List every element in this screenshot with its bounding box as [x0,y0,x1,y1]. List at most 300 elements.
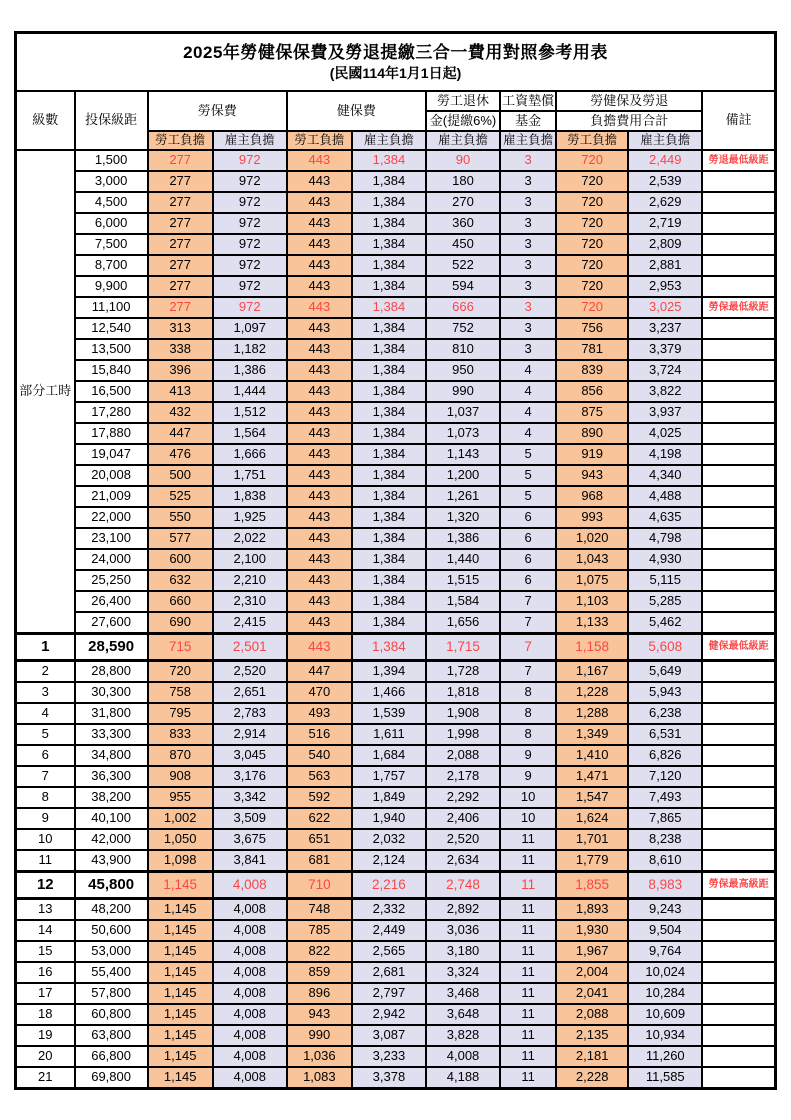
cell-labor-employee: 1,145 [148,1067,213,1089]
cell-pension-employer: 90 [426,150,500,171]
cell-total-employer: 5,649 [628,661,702,683]
cell-health-employer: 1,384 [352,465,426,486]
cell-health-employee: 785 [287,920,352,941]
cell-labor-employer: 3,342 [213,787,287,808]
cell-labor-employer: 972 [213,192,287,213]
cell-labor-employer: 1,666 [213,444,287,465]
cell-health-employee: 443 [287,339,352,360]
remark-cell [702,444,775,465]
cell-pension-employer: 2,520 [426,829,500,850]
cell-pension-employer: 990 [426,381,500,402]
cell-health-employer: 2,797 [352,983,426,1004]
cell-total-employee: 1,288 [556,703,628,724]
cell-health-employer: 1,384 [352,297,426,318]
cell-total-employer: 5,115 [628,570,702,591]
cell-labor-employee: 955 [148,787,213,808]
level-cell: 19 [16,1025,75,1046]
table-row [16,150,776,171]
cell-health-employer: 1,384 [352,444,426,465]
cell-total-employer: 4,025 [628,423,702,444]
level-cell: 2 [16,661,75,683]
header-health-insurance: 健保費 [287,91,426,131]
premium-reference-table [14,31,777,1090]
cell-health-employer: 1,384 [352,507,426,528]
salary-bracket-cell: 69,800 [75,1067,148,1089]
cell-health-employee: 990 [287,1025,352,1046]
cell-total-employer: 10,609 [628,1004,702,1025]
cell-labor-employer: 1,512 [213,402,287,423]
cell-labor-employee: 313 [148,318,213,339]
level-cell: 6 [16,745,75,766]
cell-labor-employer: 972 [213,276,287,297]
cell-health-employee: 443 [287,171,352,192]
cell-health-employee: 443 [287,634,352,661]
cell-labor-employee: 277 [148,213,213,234]
cell-total-employer: 2,881 [628,255,702,276]
table-row [16,682,776,703]
cell-health-employee: 443 [287,465,352,486]
salary-bracket-cell: 4,500 [75,192,148,213]
cell-labor-employee: 525 [148,486,213,507]
cell-total-employee: 720 [556,234,628,255]
cell-pension-employer: 2,292 [426,787,500,808]
remark-cell [702,276,775,297]
level-cell: 10 [16,829,75,850]
level-cell: 12 [16,872,75,899]
table-row [16,507,776,528]
cell-total-employer: 7,865 [628,808,702,829]
cell-health-employee: 443 [287,507,352,528]
cell-total-employer: 3,724 [628,360,702,381]
cell-labor-employee: 715 [148,634,213,661]
cell-wagefund-employer: 7 [500,634,556,661]
cell-health-employer: 1,384 [352,486,426,507]
cell-labor-employee: 447 [148,423,213,444]
cell-health-employee: 443 [287,486,352,507]
level-cell: 15 [16,941,75,962]
cell-pension-employer: 1,998 [426,724,500,745]
table-row [16,528,776,549]
cell-total-employee: 1,547 [556,787,628,808]
cell-labor-employee: 1,145 [148,899,213,921]
cell-pension-employer: 752 [426,318,500,339]
cell-labor-employee: 632 [148,570,213,591]
cell-health-employee: 943 [287,1004,352,1025]
table-row [16,423,776,444]
remark-cell [702,192,775,213]
cell-total-employee: 781 [556,339,628,360]
cell-pension-employer: 1,261 [426,486,500,507]
remark-cell [702,339,775,360]
table-row [16,634,776,661]
cell-health-employer: 1,466 [352,682,426,703]
cell-health-employee: 443 [287,318,352,339]
cell-wagefund-employer: 11 [500,829,556,850]
cell-health-employer: 2,565 [352,941,426,962]
table-row [16,724,776,745]
cell-health-employer: 3,087 [352,1025,426,1046]
cell-health-employer: 2,216 [352,872,426,899]
salary-bracket-cell: 21,009 [75,486,148,507]
cell-total-employer: 4,798 [628,528,702,549]
subheader-total-employee: 勞工負擔 [556,131,628,150]
cell-labor-employee: 413 [148,381,213,402]
cell-health-employer: 1,849 [352,787,426,808]
cell-labor-employer: 3,176 [213,766,287,787]
salary-bracket-cell: 63,800 [75,1025,148,1046]
cell-health-employer: 1,539 [352,703,426,724]
cell-health-employer: 1,384 [352,634,426,661]
cell-pension-employer: 1,515 [426,570,500,591]
salary-bracket-cell: 20,008 [75,465,148,486]
cell-health-employer: 1,384 [352,528,426,549]
level-cell: 11 [16,850,75,872]
salary-bracket-cell: 33,300 [75,724,148,745]
cell-wagefund-employer: 11 [500,1025,556,1046]
cell-pension-employer: 360 [426,213,500,234]
cell-total-employer: 4,340 [628,465,702,486]
cell-wagefund-employer: 4 [500,402,556,423]
remark-cell [702,829,775,850]
remark-cell [702,1025,775,1046]
cell-health-employer: 2,332 [352,899,426,921]
cell-health-employer: 1,384 [352,213,426,234]
cell-pension-employer: 4,188 [426,1067,500,1089]
remark-cell [702,920,775,941]
cell-health-employee: 443 [287,591,352,612]
cell-pension-employer: 666 [426,297,500,318]
cell-total-employer: 8,238 [628,829,702,850]
cell-labor-employer: 972 [213,171,287,192]
table-header [16,33,776,151]
salary-bracket-cell: 27,600 [75,612,148,634]
cell-health-employee: 859 [287,962,352,983]
level-cell: 13 [16,899,75,921]
level-cell: 16 [16,962,75,983]
table-subtitle: (民國114年1月1日起) [329,64,462,81]
remark-cell [702,724,775,745]
cell-pension-employer: 3,180 [426,941,500,962]
remark-cell [702,703,775,724]
cell-labor-employee: 1,145 [148,920,213,941]
cell-labor-employee: 1,145 [148,1046,213,1067]
cell-total-employee: 1,701 [556,829,628,850]
table-row [16,899,776,921]
cell-labor-employee: 758 [148,682,213,703]
level-cell: 18 [16,1004,75,1025]
remark-cell: 勞保最高級距 [702,872,775,899]
cell-total-employer: 4,635 [628,507,702,528]
subheader-pension-employer: 雇主負擔 [426,131,500,150]
cell-health-employee: 443 [287,276,352,297]
cell-health-employer: 2,681 [352,962,426,983]
cell-total-employee: 1,930 [556,920,628,941]
remark-cell [702,402,775,423]
salary-bracket-cell: 40,100 [75,808,148,829]
cell-labor-employee: 1,145 [148,983,213,1004]
cell-total-employer: 9,764 [628,941,702,962]
cell-pension-employer: 1,715 [426,634,500,661]
cell-labor-employee: 277 [148,234,213,255]
cell-total-employee: 1,893 [556,899,628,921]
cell-labor-employer: 972 [213,255,287,276]
salary-bracket-cell: 66,800 [75,1046,148,1067]
cell-labor-employer: 3,675 [213,829,287,850]
cell-total-employee: 943 [556,465,628,486]
salary-bracket-cell: 43,900 [75,850,148,872]
cell-total-employer: 2,809 [628,234,702,255]
cell-pension-employer: 1,908 [426,703,500,724]
salary-bracket-cell: 34,800 [75,745,148,766]
cell-labor-employer: 2,520 [213,661,287,683]
cell-wagefund-employer: 6 [500,570,556,591]
cell-total-employee: 2,041 [556,983,628,1004]
cell-labor-employer: 4,008 [213,1067,287,1089]
remark-cell [702,591,775,612]
header-labor-insurance: 勞保費 [148,91,287,131]
cell-total-employee: 993 [556,507,628,528]
remark-cell [702,213,775,234]
cell-wagefund-employer: 11 [500,899,556,921]
cell-wagefund-employer: 3 [500,318,556,339]
cell-wagefund-employer: 3 [500,213,556,234]
salary-bracket-cell: 45,800 [75,872,148,899]
cell-labor-employee: 277 [148,150,213,171]
cell-labor-employer: 2,022 [213,528,287,549]
cell-total-employer: 4,930 [628,549,702,570]
remark-cell [702,255,775,276]
header-pension-line2: 金(提繳6%) [426,111,500,131]
cell-pension-employer: 3,036 [426,920,500,941]
level-cell: 20 [16,1046,75,1067]
salary-bracket-cell: 6,000 [75,213,148,234]
remark-cell [702,766,775,787]
cell-wagefund-employer: 3 [500,234,556,255]
cell-health-employee: 443 [287,360,352,381]
cell-health-employer: 1,384 [352,150,426,171]
cell-wagefund-employer: 8 [500,703,556,724]
cell-pension-employer: 2,892 [426,899,500,921]
remark-cell [702,486,775,507]
cell-pension-employer: 2,088 [426,745,500,766]
table-row [16,1046,776,1067]
cell-labor-employee: 1,098 [148,850,213,872]
subheader-labor-employer: 雇主負擔 [213,131,287,150]
table-row [16,1067,776,1089]
cell-wagefund-employer: 11 [500,983,556,1004]
cell-labor-employee: 1,145 [148,962,213,983]
table-row [16,213,776,234]
cell-health-employee: 443 [287,549,352,570]
cell-total-employee: 720 [556,297,628,318]
cell-labor-employee: 690 [148,612,213,634]
cell-labor-employee: 908 [148,766,213,787]
cell-labor-employer: 972 [213,234,287,255]
subheader-total-employer: 雇主負擔 [628,131,702,150]
cell-wagefund-employer: 11 [500,1067,556,1089]
cell-pension-employer: 3,468 [426,983,500,1004]
cell-total-employer: 3,379 [628,339,702,360]
table-row [16,171,776,192]
cell-total-employer: 8,610 [628,850,702,872]
cell-total-employee: 2,135 [556,1025,628,1046]
cell-total-employee: 720 [556,255,628,276]
cell-health-employer: 1,384 [352,591,426,612]
cell-health-employee: 443 [287,192,352,213]
cell-wagefund-employer: 7 [500,591,556,612]
cell-total-employer: 3,025 [628,297,702,318]
table-row [16,920,776,941]
level-cell: 4 [16,703,75,724]
cell-health-employer: 1,384 [352,192,426,213]
remark-cell [702,570,775,591]
cell-total-employer: 5,943 [628,682,702,703]
cell-total-employee: 1,779 [556,850,628,872]
table-row [16,360,776,381]
cell-pension-employer: 270 [426,192,500,213]
level-cell: 14 [16,920,75,941]
cell-wagefund-employer: 11 [500,850,556,872]
cell-health-employee: 470 [287,682,352,703]
salary-bracket-cell: 28,590 [75,634,148,661]
salary-bracket-cell: 26,400 [75,591,148,612]
cell-total-employer: 2,953 [628,276,702,297]
cell-health-employer: 1,384 [352,570,426,591]
cell-pension-employer: 1,656 [426,612,500,634]
cell-health-employee: 822 [287,941,352,962]
salary-bracket-cell: 9,900 [75,276,148,297]
table-row [16,612,776,634]
table-row [16,465,776,486]
level-cell: 17 [16,983,75,1004]
cell-wagefund-employer: 11 [500,872,556,899]
cell-total-employee: 890 [556,423,628,444]
cell-labor-employer: 1,097 [213,318,287,339]
cell-total-employee: 839 [556,360,628,381]
table-row [16,234,776,255]
cell-health-employer: 1,384 [352,171,426,192]
cell-wagefund-employer: 11 [500,1046,556,1067]
cell-health-employer: 2,942 [352,1004,426,1025]
salary-bracket-cell: 53,000 [75,941,148,962]
cell-total-employer: 2,629 [628,192,702,213]
table-row [16,549,776,570]
cell-pension-employer: 3,648 [426,1004,500,1025]
table-row [16,941,776,962]
cell-total-employee: 1,228 [556,682,628,703]
cell-total-employer: 5,462 [628,612,702,634]
remark-cell [702,612,775,634]
table-row [16,808,776,829]
cell-labor-employer: 2,415 [213,612,287,634]
cell-labor-employee: 396 [148,360,213,381]
cell-pension-employer: 1,440 [426,549,500,570]
cell-pension-employer: 2,178 [426,766,500,787]
salary-bracket-cell: 3,000 [75,171,148,192]
cell-labor-employee: 500 [148,465,213,486]
cell-pension-employer: 522 [426,255,500,276]
cell-total-employee: 1,158 [556,634,628,661]
cell-health-employee: 443 [287,612,352,634]
table-row [16,381,776,402]
level-cell: 3 [16,682,75,703]
remark-cell [702,423,775,444]
table-row [16,983,776,1004]
cell-labor-employer: 1,386 [213,360,287,381]
cell-labor-employer: 4,008 [213,899,287,921]
table-row [16,962,776,983]
cell-wagefund-employer: 9 [500,745,556,766]
cell-total-employee: 1,020 [556,528,628,549]
header-total-line2: 負擔費用合計 [556,111,702,131]
cell-total-employee: 720 [556,213,628,234]
cell-labor-employee: 277 [148,276,213,297]
cell-health-employer: 1,384 [352,318,426,339]
salary-bracket-cell: 28,800 [75,661,148,683]
cell-labor-employer: 4,008 [213,1025,287,1046]
salary-bracket-cell: 7,500 [75,234,148,255]
subheader-labor-employee: 勞工負擔 [148,131,213,150]
table-row [16,486,776,507]
cell-labor-employer: 1,838 [213,486,287,507]
salary-bracket-cell: 57,800 [75,983,148,1004]
table-title: 2025年勞健保保費及勞退提繳三合一費用對照參考用表 [183,43,608,63]
cell-pension-employer: 2,748 [426,872,500,899]
remark-cell [702,983,775,1004]
cell-labor-employee: 1,145 [148,872,213,899]
remark-cell [702,507,775,528]
cell-labor-employer: 1,564 [213,423,287,444]
cell-labor-employee: 660 [148,591,213,612]
remark-cell [702,1067,775,1089]
cell-health-employee: 1,036 [287,1046,352,1067]
cell-health-employer: 1,384 [352,360,426,381]
cell-total-employer: 10,024 [628,962,702,983]
cell-total-employee: 1,167 [556,661,628,683]
salary-bracket-cell: 15,840 [75,360,148,381]
table-row [16,402,776,423]
cell-wagefund-employer: 11 [500,1004,556,1025]
cell-labor-employee: 1,050 [148,829,213,850]
table-row [16,192,776,213]
cell-wagefund-employer: 9 [500,766,556,787]
header-wage-fund-line2: 基金 [500,111,556,131]
cell-total-employee: 1,624 [556,808,628,829]
cell-total-employer: 11,585 [628,1067,702,1089]
cell-wagefund-employer: 7 [500,612,556,634]
cell-labor-employer: 4,008 [213,962,287,983]
cell-pension-employer: 3,828 [426,1025,500,1046]
cell-labor-employer: 2,210 [213,570,287,591]
level-cell: 1 [16,634,75,661]
salary-bracket-cell: 60,800 [75,1004,148,1025]
header-wage-fund-line1: 工資墊償 [500,91,556,111]
cell-total-employee: 1,103 [556,591,628,612]
remark-cell: 勞退最低級距 [702,150,775,171]
cell-wagefund-employer: 3 [500,297,556,318]
cell-total-employer: 8,983 [628,872,702,899]
cell-total-employee: 1,855 [556,872,628,899]
cell-total-employee: 856 [556,381,628,402]
cell-labor-employee: 795 [148,703,213,724]
cell-health-employee: 443 [287,402,352,423]
salary-bracket-cell: 25,250 [75,570,148,591]
level-cell: 9 [16,808,75,829]
cell-health-employee: 443 [287,150,352,171]
table-title-cell [16,33,776,92]
table-row [16,850,776,872]
cell-labor-employee: 870 [148,745,213,766]
